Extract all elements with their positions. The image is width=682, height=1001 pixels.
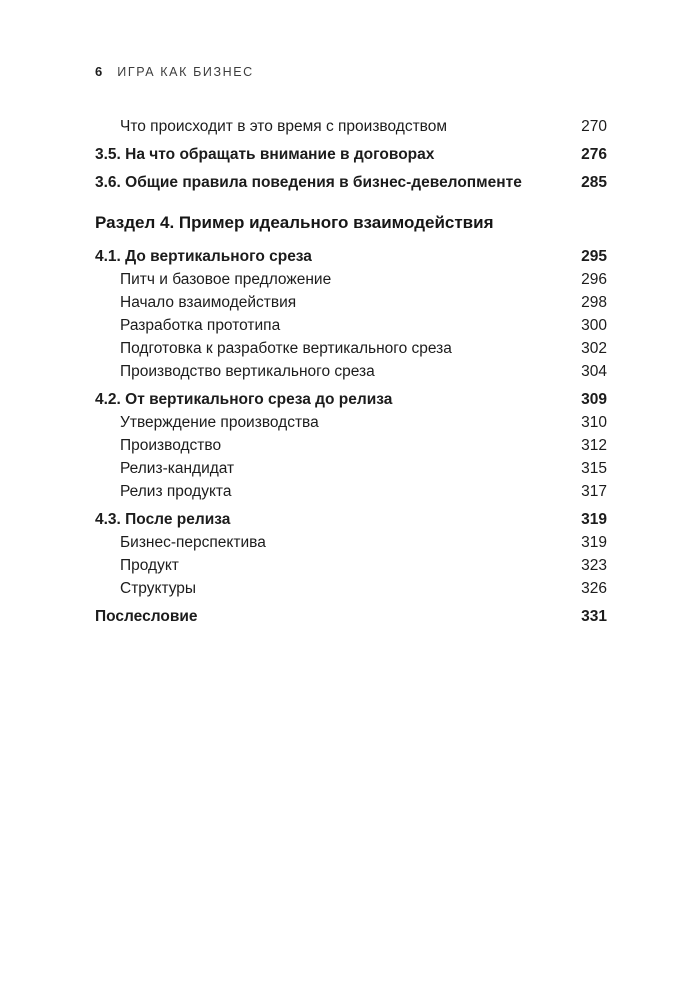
toc-entry <box>95 360 607 383</box>
toc-section-heading: Раздел 4. Пример идеального взаимодействия <box>95 213 494 232</box>
toc-entry <box>95 388 607 411</box>
toc-entry-page: 317 <box>581 483 607 500</box>
toc-entry-page: 309 <box>581 391 607 408</box>
toc-entry-page: 270 <box>581 118 607 135</box>
toc-entry-label: 4.1. До вертикального среза <box>95 248 312 265</box>
toc-entry-label: Структуры <box>120 580 197 597</box>
toc-entry-page: 285 <box>581 174 607 191</box>
toc-entry-label: 3.6. Общие правила поведения в бизнес-девелопменте <box>95 174 522 191</box>
toc-entry <box>95 531 607 554</box>
toc-entry-page: 304 <box>581 363 607 380</box>
toc-entry-label: Что происходит в это время с производством <box>120 118 448 135</box>
toc-entry-page: 310 <box>581 414 607 431</box>
toc-entry <box>95 605 607 628</box>
toc-entry-label: Разработка прототипа <box>120 317 281 334</box>
running-header <box>95 64 607 79</box>
toc-entry-label: Начало взаимодействия <box>120 294 297 311</box>
toc-entry-label: 4.3. После релиза <box>95 511 231 528</box>
toc-entry <box>95 268 607 291</box>
toc-entry-label: 4.2. От вертикального среза до релиза <box>95 391 393 408</box>
toc-entry-label: Продукт <box>120 557 179 574</box>
toc-entry <box>95 554 607 577</box>
toc-entry-label: Подготовка к разработке вертикального среза <box>120 340 452 357</box>
toc-entry-label: Питч и базовое предложение <box>120 271 332 288</box>
toc-entry <box>95 115 607 138</box>
toc-entry-label: Релиз-кандидат <box>120 460 235 477</box>
toc-entry <box>95 314 607 337</box>
toc-entry-label: 3.5. На что обращать внимание в договорах <box>95 146 435 163</box>
toc-entry-page: 302 <box>581 340 607 357</box>
toc-entry <box>95 480 607 503</box>
toc-entry-page: 326 <box>581 580 607 597</box>
toc-entry <box>95 337 607 360</box>
toc-entry-page: 315 <box>581 460 607 477</box>
toc-entry-page: 323 <box>581 557 607 574</box>
toc-entry <box>95 457 607 480</box>
toc-entry <box>95 577 607 600</box>
toc-entry-label: Производство вертикального среза <box>120 363 375 380</box>
toc-entry-page: 295 <box>581 248 607 265</box>
toc-entry-label: Производство <box>120 437 222 454</box>
toc-entry-page: 312 <box>581 437 607 454</box>
toc-entry-page: 300 <box>581 317 607 334</box>
toc-entry-label: Бизнес-перспектива <box>120 534 266 551</box>
toc-entry <box>95 434 607 457</box>
toc-entry-page: 319 <box>581 511 607 528</box>
toc-entry-page: 276 <box>581 146 607 163</box>
toc-entry <box>95 143 607 166</box>
toc-entry-page: 296 <box>581 271 607 288</box>
toc-entry-page: 298 <box>581 294 607 311</box>
running-title: ИГРА КАК БИЗНЕС <box>117 65 254 79</box>
toc-entry-page: 331 <box>581 608 607 625</box>
table-of-contents <box>95 115 607 628</box>
toc-entry <box>95 411 607 434</box>
toc-entry <box>95 291 607 314</box>
toc-entry <box>95 508 607 531</box>
toc-entry-label: Утверждение производства <box>120 414 319 431</box>
page-number: 6 <box>95 64 103 79</box>
toc-entry-label: Релиз продукта <box>120 483 232 500</box>
toc-entry <box>95 245 607 268</box>
toc-entry-page: 319 <box>581 534 607 551</box>
toc-entry-label: Послесловие <box>95 608 198 625</box>
toc-entry <box>95 171 607 194</box>
